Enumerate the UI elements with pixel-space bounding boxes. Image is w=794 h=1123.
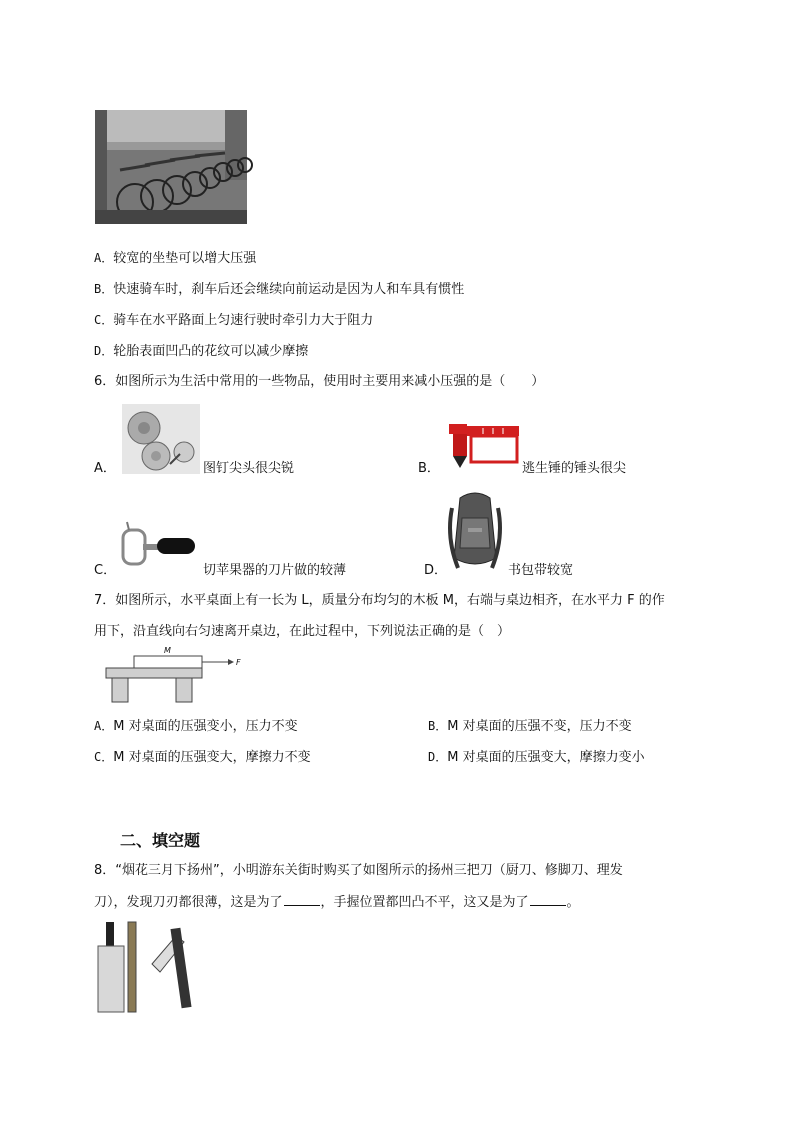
q6-option-d-letter: D． — [424, 563, 448, 578]
q7-option-d: D．M 对桌面的压强变大，摩擦力变小 — [428, 750, 645, 765]
answer-blank-2[interactable] — [530, 893, 566, 906]
q6-option-d-text: 书包带较宽 — [508, 563, 574, 578]
shared-bikes-photo — [95, 110, 247, 224]
q8-stem-line1: 8．“烟花三月下扬州”，小明游东关街时购买了如图所示的扬州三把刀（厨刀、修脚刀、理发 — [94, 863, 623, 878]
q7-stem-line2: 用下，沿直线向右匀速离开桌边，在此过程中，下列说法正确的是（ ） — [94, 624, 511, 639]
board-on-table-figure — [104, 646, 244, 706]
safety-hammer-image — [443, 420, 521, 472]
q5-option-b: B．快速骑车时，刹车后还会继续向前运动是因为人和车具有惯性 — [94, 282, 465, 297]
q6-option-b-text: 逃生锤的锤头很尖 — [522, 461, 627, 476]
backpack-image — [446, 488, 504, 574]
q8-stem-line2: 刀），发现刀刃都很薄，这是为了 ，手握位置都凹凸不平，这又是为了 。 — [94, 895, 580, 910]
q6-option-c-letter: C． — [94, 563, 117, 578]
apple-cutter-image — [115, 518, 199, 572]
q5-option-d: D．轮胎表面凹凸的花纹可以减少摩擦 — [94, 344, 309, 359]
q6-option-a-letter: A． — [94, 461, 116, 476]
q6-option-b-letter: B． — [418, 461, 440, 476]
q7-option-b: B．M 对桌面的压强不变，压力不变 — [428, 719, 632, 734]
thumbtack-image — [122, 404, 200, 474]
q7-option-c: C．M 对桌面的压强变大，摩擦力不变 — [94, 750, 311, 765]
q6-option-c-text: 切苹果器的刀片做的较薄 — [203, 563, 347, 578]
section-title-fill-in: 二、填空题 — [120, 831, 201, 850]
three-knives-image — [96, 920, 206, 1018]
q6-stem: 6．如图所示为生活中常用的一些物品，使用时主要用来减小压强的是（ ） — [94, 374, 545, 389]
q7-option-a: A．M 对桌面的压强变小，压力不变 — [94, 719, 298, 734]
q6-option-a-text: 图钉尖头很尖锐 — [203, 461, 295, 476]
q5-option-a: A．较宽的坐垫可以增大压强 — [94, 251, 257, 266]
q5-option-c: C．骑车在水平路面上匀速行驶时牵引力大于阻力 — [94, 313, 374, 328]
fig-label-f: F — [236, 658, 241, 667]
fig-label-m: M — [164, 646, 171, 655]
answer-blank-1[interactable] — [284, 893, 320, 906]
q7-stem-line1: 7．如图所示，水平桌面上有一长为 L，质量分布均匀的木板 M，右端与桌边相齐，在水平力 F 的作 — [94, 593, 665, 608]
